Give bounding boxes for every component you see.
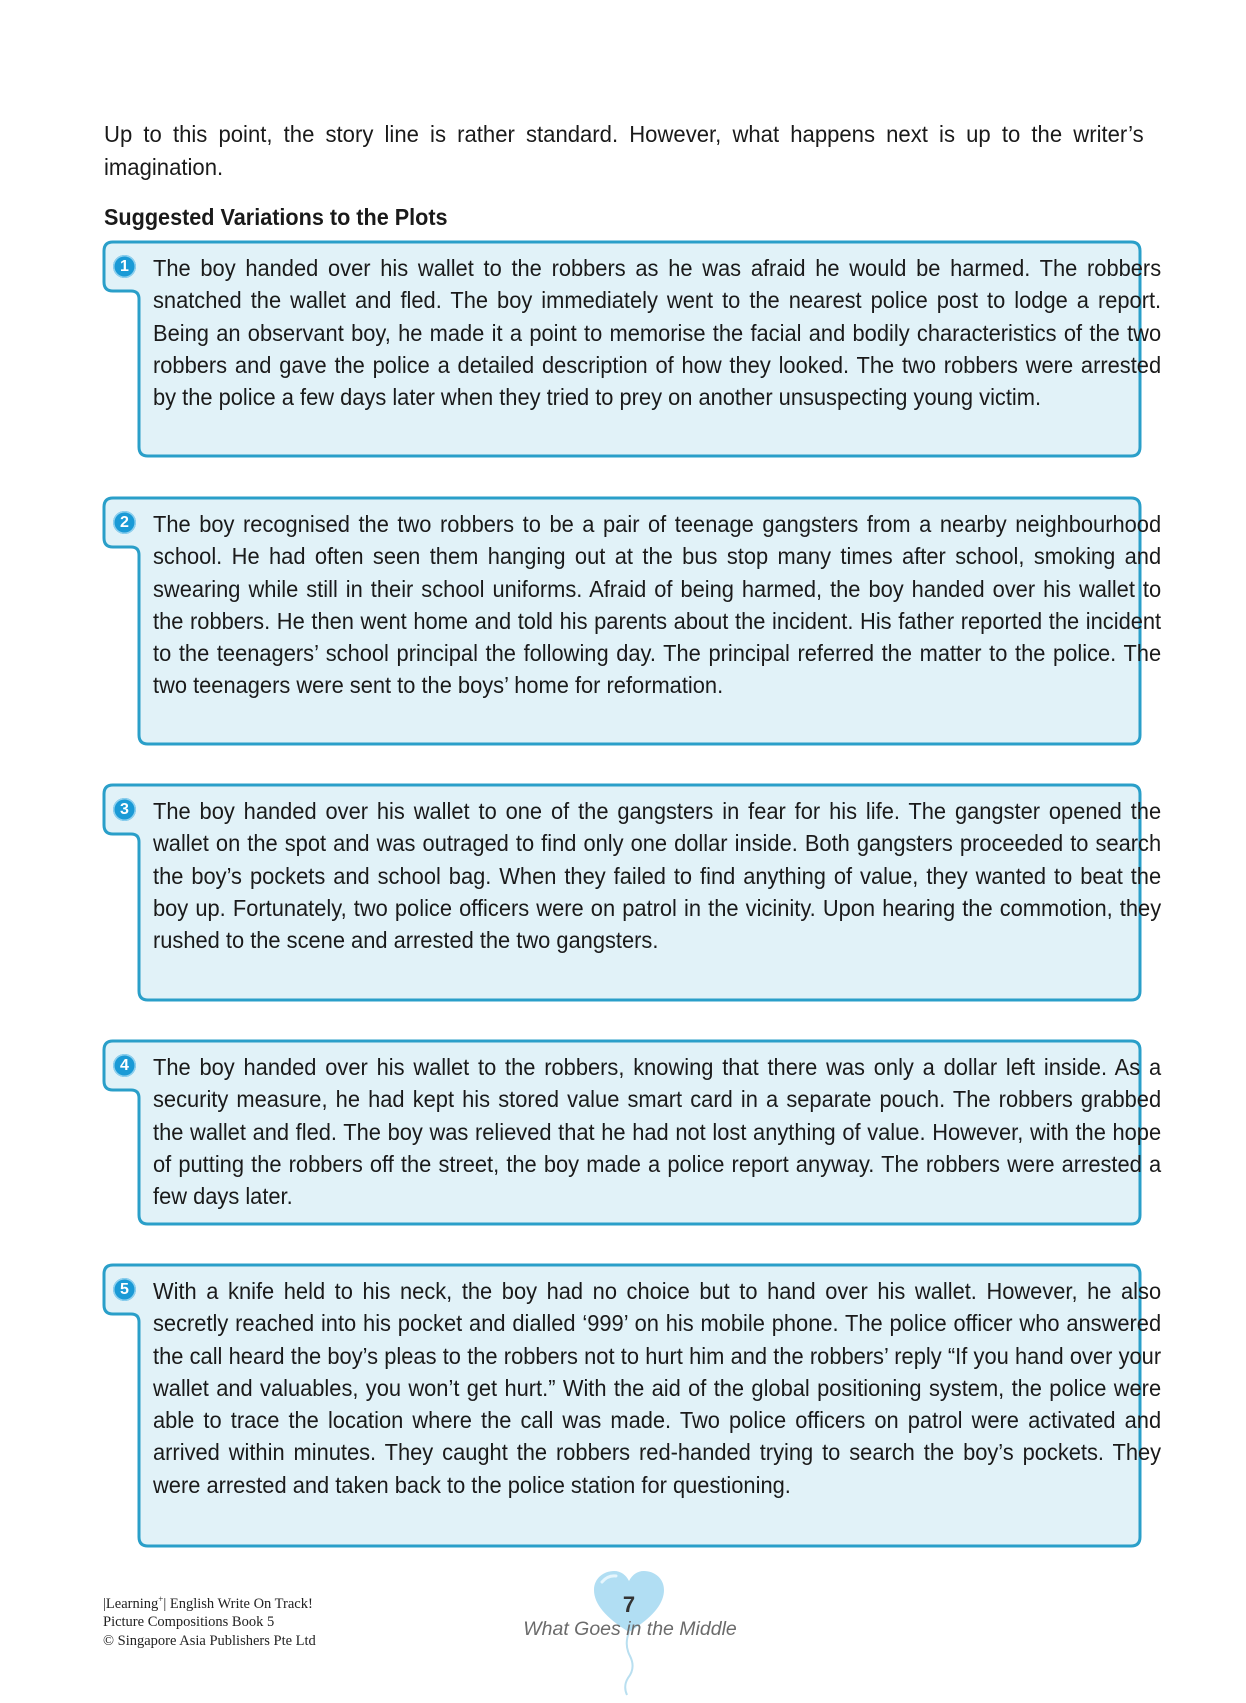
number-badge-icon: 3 [113, 798, 136, 821]
variation-text: The boy handed over his wallet to the robbers, knowing that there was only a dollar left inside. As a security measure, he had kept his stored value smart card in a separate pouch. The robbers grabbed the wallet and fled. The boy was relieved that he had not lost anything of value. However, with the hope of putting the robbers off the street, the boy made a police report anyway. The robbers were arrested a few days later. [153, 1054, 1162, 1210]
footer-page-marker [490, 1570, 760, 1700]
variation-box-3 [103, 784, 1162, 1002]
footer-brand [103, 1590, 316, 1613]
variation-box-4 [103, 1040, 1162, 1226]
brand-prefix: |Learning [103, 1595, 159, 1612]
number-badge-icon: 1 [113, 255, 136, 278]
number-badge-icon: 4 [113, 1054, 136, 1077]
variation-text: The boy handed over his wallet to the robbers as he was afraid he would be harmed. The robbers snatched the wallet and fled. The boy immediately went to the nearest police post to lodge a report. Being an observant boy, he made it a point to memorise the facial and bodily characteristics of the two robbers and gave the police a detailed description of how they looked. The two robbers were arrested by the police a few days later when they tried to prey on another unsuspecting young victim. [153, 255, 1162, 411]
chapter-title: What Goes in the Middle [523, 1618, 737, 1640]
variation-box-1 [103, 241, 1162, 458]
footer-copyright: © Singapore Asia Publishers Pte Ltd [103, 1632, 316, 1649]
variation-text: With a knife held to his neck, the boy had no choice but to hand over his wallet. However, he also secretly reached into his pocket and dialled ‘999’ on his mobile phone. The police officer who answered the call heard the boy’s pleas to the robbers not to hurt him and the robbers’ reply “If you hand over your wallet and valuables, you won’t get hurt.” With the aid of the global positioning system, the police were able to trace the location where the call was made. Two police officers on patrol were activated and arrived within minutes. They caught the robbers red-handed trying to search the boy’s pockets. They were arrested and taken back to the police station for questioning. [153, 1278, 1162, 1498]
brand-sup: + [158, 1594, 164, 1604]
intro-paragraph: Up to this point, the story line is rather standard. However, what happens next is up to the writer’s imagination. [104, 121, 1144, 180]
footer-book: Picture Compositions Book 5 [103, 1614, 275, 1631]
brand-suffix: | English Write On Track! [163, 1595, 313, 1612]
variation-box-2 [103, 497, 1162, 746]
number-badge-icon: 5 [113, 1278, 136, 1301]
variation-text: The boy recognised the two robbers to be a pair of teenage gangsters from a nearby neighbourhood school. He had often seen them hanging out at the bus stop many times after school, smoking and swearing while still in their school uniforms. Afraid of being harmed, the boy handed over his wallet to the robbers. He then went home and told his parents about the incident. His father reported the incident to the teenagers’ school principal the following day. The principal referred the matter to the police. The two teenagers were sent to the boys’ home for reformation. [153, 511, 1162, 699]
number-badge-icon: 2 [113, 511, 136, 534]
variation-text: The boy handed over his wallet to one of the gangsters in fear for his life. The gangster opened the wallet on the spot and was outraged to find only one dollar inside. Both gangsters proceeded to search the boy’s pockets and school bag. When they failed to find anything of value, they wanted to beat the boy up. Fortunately, two police officers were on patrol in the vicinity. Upon hearing the commotion, they rushed to the scene and arrested the two gangsters. [153, 798, 1162, 954]
variation-box-5 [103, 1264, 1162, 1548]
section-heading: Suggested Variations to the Plots [104, 204, 448, 230]
page-number: 7 [622, 1592, 636, 1617]
footer-publisher-info [103, 1590, 316, 1650]
